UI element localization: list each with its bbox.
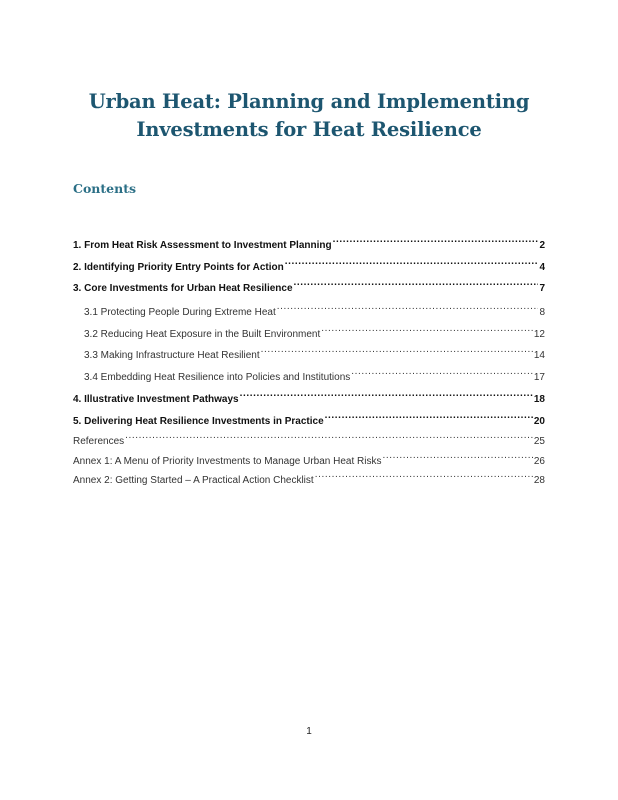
document-title-line-2: Investments for Heat Resilience [136,118,482,141]
toc-entry-page: 8 [539,307,545,318]
toc-dot-leader [285,254,539,270]
toc-entry-label: 5. Delivering Heat Resilience Investments in Practice [73,416,324,427]
toc-entry-label: Annex 1: A Menu of Priority Investments to Manage Urban Heat Risks [73,456,382,467]
toc-entry-page: 12 [533,329,545,340]
page-number: 1 [306,726,312,737]
contents-heading: Contents [73,181,137,196]
toc-entry-section-3-1[interactable] [84,299,545,318]
toc-entry-page: 4 [539,262,545,273]
toc-entry-page: 14 [533,350,545,361]
toc-dot-leader [333,232,539,248]
document-title [0,88,618,144]
toc-entry-label: 1. From Heat Risk Assessment to Investment Planning [73,240,332,251]
toc-entry-label: 3. Core Investments for Urban Heat Resilience [73,283,293,294]
toc-entry-section-4[interactable] [73,386,545,405]
toc-entry-annex-2[interactable] [73,467,545,486]
toc-entry-section-3[interactable] [73,275,545,294]
toc-entry-page: 25 [533,436,545,447]
toc-entry-page: 18 [533,394,545,405]
toc-entry-section-3-3[interactable] [84,342,545,361]
toc-entry-page: 17 [533,372,545,383]
toc-dot-leader [321,321,533,337]
toc-dot-leader [351,364,533,380]
toc-entry-section-3-2[interactable] [84,321,545,340]
toc-entry-section-2[interactable] [73,254,545,273]
toc-dot-leader [277,299,539,315]
document-title-line-1: Urban Heat: Planning and Implementing [88,90,530,113]
toc-dot-leader [325,408,533,424]
toc-entry-page: 2 [539,240,545,251]
toc-entry-label: References [73,436,125,447]
toc-entry-page: 26 [533,456,545,467]
toc-dot-leader [382,448,532,464]
toc-entry-label: Annex 2: Getting Started – A Practical Action Checklist [73,475,314,486]
toc-entry-label: 4. Illustrative Investment Pathways [73,394,239,405]
toc-entry-references[interactable] [73,428,545,447]
toc-dot-leader [294,275,539,291]
toc-entry-label: 3.1 Protecting People During Extreme Heat [84,307,276,318]
toc-entry-section-5[interactable] [73,408,545,427]
toc-entry-page: 7 [539,283,545,294]
toc-entry-label: 3.2 Reducing Heat Exposure in the Built Environment [84,329,321,340]
toc-dot-leader [240,386,533,402]
toc-dot-leader [261,342,533,358]
toc-entry-annex-1[interactable] [73,448,545,467]
toc-entry-section-3-4[interactable] [84,364,545,383]
toc-entry-label: 2. Identifying Priority Entry Points for Action [73,262,284,273]
toc-entry-page: 20 [533,416,545,427]
toc-dot-leader [315,467,533,483]
toc-entry-label: 3.3 Making Infrastructure Heat Resilient [84,350,260,361]
toc-entry-section-1[interactable] [73,232,545,251]
toc-dot-leader [125,428,533,444]
toc-entry-label: 3.4 Embedding Heat Resilience into Policies and Institutions [84,372,351,383]
toc-entry-page: 28 [533,475,545,486]
